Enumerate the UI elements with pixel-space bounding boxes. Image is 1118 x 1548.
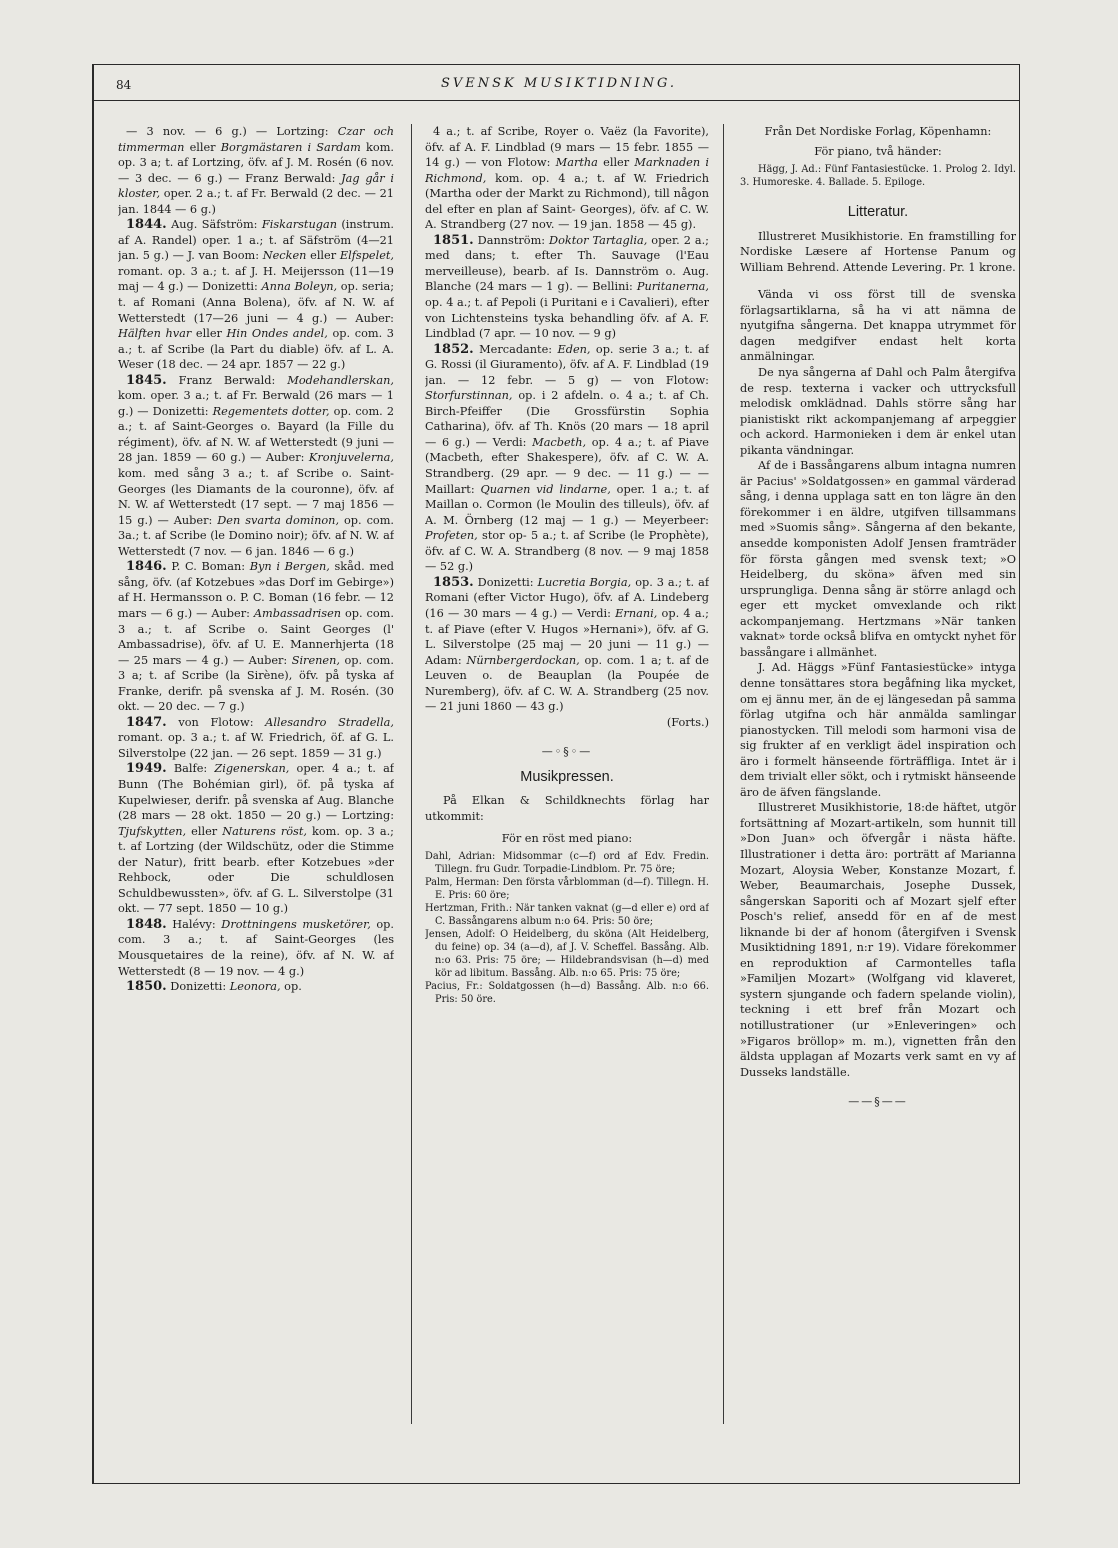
entry-text: Donizetti: [166,980,230,994]
work-title: Regementets dotter, [212,404,330,418]
litteratur-entry: Illustreret Musikhistorie. En framstilling for Nordiske Læsere af Hortense Panum og William Behrend. Attende Levering. Pr. 1 krone. [740,229,1016,274]
work-title: Sirenen, [291,653,340,667]
work-title: Marknaden i Richmond, [425,156,709,185]
musikpressen-subhead: För en röst med piano: [501,831,633,845]
entry-text: 4 a.; t. af Scribe, Royer o. Vaëz (la Favorite), öfv. af A. F. Lindblad (9 mars — 15 febr. 1855 — 14 g.) — von Flotow: [425,125,709,170]
col1-entry [118,917,394,979]
work-title: Profeten, [425,529,478,543]
work-title: Doktor Tartaglia, [549,233,648,247]
entry-text: kom. op. 3 a.; t. af Lortzing (der Wildschütz, oder die Stimme der Natur), fritt bearb. efter Kotzebues »der Rehbock, oder Die schuldlosen Schuldbewussten», öfv. af G. L. Silverstolpe (31 okt. — 77 sept. 1850 — 10 g.) [118,824,394,916]
entry-text: kom. op. 3 a; t. af Lortzing, öfv. af J. M. Rosén (6 nov. — 3 dec. — 6 g.) — Franz Berwald: [118,140,394,185]
entry-text: — 3 nov. — 6 g.) — Lortzing: [126,125,338,138]
entry-text: oper. 2 a.; t. af Fr. Berwald (2 dec. — 21 jan. 1844 — 6 g.) [118,187,394,216]
col2_main-entry [425,342,709,575]
entry-text: eller [306,249,340,263]
entry-text: oper. 1 a.; t. af Maillan o. Cormon (le Moulin des tilleuls), öfv. af A. M. Örnberg (12 maj — 1 g.) — Meyerbeer: [425,482,709,527]
year-label: 1851. [433,232,474,248]
review-paragraph: Af de i Bassångarens album intagna numren är Pacius' »Soldatgossen» en gammal värderad sång, i denna upplaga satt en ton lägre än den förekommer i en äldre, utgifven tillsammans med »Suomis sång». Sångerna af den bekante, ansedde komponisten Adolf Jensen framträder för första gången med svensk text; »O Heidelberg, du sköna» äfven med sin ursprungliga. Denna sång är större anlagd och eger ett mycket omvexlande och rikt ackompanjemang. Hertzmans »När tanken vaknat» torde också blifva en omtyckt nyhet för bassångare i allmänhet. [740,459,1016,659]
entry-text: op. serie 3 a.; t. af G. Rossi (il Giuramento), öfv. af A. F. Lindblad (19 jan. — 12 febr. — 5 g) — von Flotow: [425,342,709,387]
column-3 [740,124,1016,1424]
work-title: Lucretia Borgia, [537,575,632,589]
work-title: Allesandro Stradella, [265,715,394,729]
work-title: Storfurstinnan, [425,389,513,403]
review-paragraph: De nya sångerna af Dahl och Palm återgifva de resp. texterna i vacker och uttrycksfull melodisk omklädnad. Dahls större sång har pianistiskt rikt ackompanjemang af arpeggier och ackord. Harmonieken i dem är enkel utan pikanta vändningar. [740,366,1016,457]
work-title: Modehandlerskan, [287,373,394,387]
entry-text: op. i 2 afdeln. o. 4 a.; t. af Ch. Birch-Pfeiffer (Die Grossfürstin Sophia Catharina), öfv. af Th. Knös (20 mars — 18 april — 6 g.) — Verdi: [425,389,709,449]
review-paragraph: J. Ad. Häggs »Fünf Fantasiestücke» intyga denne tonsättares stora begåfning lika mycket, om ej ännu mer, än de ej längesedan på samma förlag utgifna och här anmälda samlingar pianostycken. Till melodi som harmoni visa de sig frukter af en verkligt ädel inspiration och äro i formelt hänseende förträffliga. Intet är i dem trivialt eller sökt, och i rytmiskt hänseende äro de äfven fängslande. [740,661,1016,799]
entry-text: Aug. Säfström: [166,218,262,232]
year-label: 1949. [126,761,167,777]
header-rule [92,100,1020,101]
entry-text: romant. op. 3 a.; t. af W. Friedrich, öf. af G. L. Silverstolpe (22 jan. — 26 sept. 1859 — 31 g.) [118,731,394,760]
entry-text: op. com. 3 a; t. af Scribe (la Sirène), öfv. på tyska af Franke, derifr. på svenska af J. M. Rosén. (30 okt. — 20 dec. — 7 g.) [118,653,394,714]
publication-item: Jensen, Adolf: O Heidelberg, du sköna (Alt Heidelberg, du feine) op. 34 (a—d), af J. V. Scheffel. Bassång. Alb. n:o 63. Pris: 75 öre; — Hildebrandsvisan (h—d) med kör ad libitum. Bassång. Alb. n:o 65. Pris: 75 öre; [425,929,709,980]
entry-text: (instrum. af A. Randel) oper. 1 a.; t. af Säfström (4—21 jan. 5 g.) — J. van Boom: [118,218,394,263]
work-title: Ernani, [615,606,658,620]
entry-text: Dannström: [473,233,550,247]
year-label: 1848. [126,916,167,932]
work-title: Hälften hvar [118,327,192,341]
review-paragraph: Illustreret Musikhistorie, 18:de häftet, utgör fortsättning af Mozart-artikeln, som hunnit till »Don Juan» och öfvergår i nästa häfte. Illustrationer i detta äro: porträtt af Marianna Mozart, Aloysia Weber, Konstanze Mozart, f. Weber, Beaumarchais, Josephe Dussek, sångerskan Saporiti och af Mozart sjelf efter Posch's relief, ansedd för en af de mest liknande bi der af honom (återgifven i Svensk Musiktidning 1891, n:r 19). Vidare förekommer en reproduktion af Carmontelles tafla »Familjen Mozart» (Wolfgang vid klaveret, systern sjungande och fadern spelande violin), teckning i ett bref från Mozart och notillustrationer (ur »Enleveringen» och »Figaros bröllop» m. m.), vignetten från den äldsta upplagan af Mozarts verk samt en vy af Dusseks landställe. [740,801,1016,1079]
year-label: 1850. [126,979,167,995]
forlag-subtitle: För piano, två händer: [814,144,942,158]
work-title: Puritanerna, [636,280,709,294]
forlag-title: Från Det Nordiske Forlag, Köpenhamn: [764,125,992,138]
entry-text: Franz Berwald: [166,373,288,387]
entry-text: op. com. 3a.; t. af Scribe (le Domino noir); öfv. af N. W. af Wetterstedt (7 nov. — 6 jan. 1846 — 6 g.) [118,513,394,558]
year-label: 1852. [433,341,474,357]
entry-text: op. seria; t. af Romani (Anna Bolena), öfv. af N. W. af Wetterstedt (17—26 juni — 4 g.) — Auber: [118,280,394,325]
work-title: Czar och timmerman [118,125,394,154]
column-divider-2 [723,124,724,1424]
col1-entry [118,715,394,762]
col1-entry [118,559,394,714]
entry-text: op. 4 a.; t. af Piave (efter V. Hugos »Hernani»), öfv. af G. L. Silverstolpe (25 maj — 20 juni — 11 g.) — Adam: [425,606,709,667]
forlag-item: Hägg, J. Ad.: Fünf Fantasiestücke. 1. Prolog 2. Idyl. 3. Humoreske. 4. Ballade. 5. Epiloge. [740,164,1016,189]
entry-text: op. 4 a.; t. af Piave (Macbeth, efter Shakespere), öfv. af C. W. A. Strandberg. (29 apr. — 9 dec. — 11 g.) — — Maillart: [425,435,709,496]
entry-text: op. com. 3 a.; t. af Scribe o. Saint Georges (l' Ambassadrise), öfv. af U. E. Mannerhjerta (18 — 25 mars — 4 g.) — Auber: [118,606,394,667]
entry-text: eller [191,327,227,341]
end-ornament: ——§—— [848,1095,908,1109]
year-label: 1846. [126,559,167,575]
entry-text: eller [184,140,221,154]
work-title: Elfspelet, [339,249,394,263]
work-title: Tjufskytten, [118,824,187,838]
entry-text: op. 4 a.; t. af Pepoli (i Puritani e i Cavalieri), efter von Lichtensteins tyska behandling öfv. af A. F. Lindblad (7 apr. — 10 nov. — 9 g) [425,296,709,341]
running-title: SVENSK MUSIKTIDNING. [440,76,678,91]
publication-item: Dahl, Adrian: Midsommar (c—f) ord af Edv. Fredin. Tillegn. fru Gudr. Torpadie-Lindblom. Pr. 75 öre; [425,851,709,876]
entry-text: op. com. 1 a; t. af de Leuven o. de Beauplan (la Poupée de Nuremberg), öfv. af C. W. A. Strandberg (25 nov. — 21 juni 1860 — 43 g.) [425,653,709,714]
work-title: Byn i Bergen, [249,560,330,574]
entry-text: von Flotow: [166,715,266,729]
work-title: Zigenerskan, [214,762,290,776]
litteratur-heading: Litteratur. [847,204,909,221]
entry-text: op. [280,980,302,994]
entry-text: eller [597,156,635,170]
entry-text: P. C. Boman: [166,560,250,574]
entry-text: oper. 2 a.; med dans; t. efter Th. Sauvage (l'Eau merveilleuse), bearb. af Is. Dannström o. Aug. Blanche (24 mars — 1 g). — Bellini: [425,233,709,294]
year-label: 1844. [126,217,167,233]
entry-text: kom. oper. 3 a.; t. af Fr. Berwald (26 mars — 1 g.) — Donizetti: [118,389,394,418]
entry-text: Balfe: [166,762,215,776]
opera-list-continued [425,124,709,715]
work-title: Drottningens musketörer, [221,917,371,931]
work-title: Anna Boleyn, [261,280,338,294]
work-title: Leonora, [229,980,281,994]
col2_main-entry [425,124,709,233]
column-2 [425,124,709,1424]
work-title: Borgmästaren i Sardam [220,140,361,154]
entry-text: kom. med sång 3 a.; t. af Scribe o. Saint-Georges (les Diamants de la couronne), öfv. af N. W. af Wetterstedt (17 sept. — 7 maj 1856 — 15 g.) — Auber: [118,467,394,527]
col1-entry [118,373,394,560]
work-title: Den svarta dominon, [217,513,340,527]
work-title: Naturens röst, [222,824,307,838]
col1-entry [118,217,394,372]
entry-text: op. com. 3 a.; t. af Saint-Georges (les Mousquetaires de la reine), öfv. af N. W. af Wetterstedt (8 — 19 nov. — 4 g.) [118,917,394,978]
publication-item: Hertzman, Frith.: När tanken vaknat (g—d eller e) ord af C. Bassångarens album n:o 64. Pris: 50 öre; [425,903,709,928]
publication-item: Palm, Herman: Den första vårblomman (d—f). Tillegn. H. E. Pris: 60 öre; [425,877,709,902]
work-title: Fiskarstugan [261,218,337,232]
col1-entry [118,979,394,995]
musikpressen-list [425,850,709,1006]
page-number: 84 [116,78,132,92]
work-title: Macbeth, [532,435,587,449]
entry-text: op. 3 a.; t. af Romani (efter Victor Hugo), öfv. af A. Lindeberg (16 — 30 mars — 4 g.) — Verdi: [425,575,709,620]
work-title: Nürnbergerdockan, [466,653,580,667]
work-title: Hin Ondes andel, [226,327,328,341]
musikpressen-heading: Musikpressen. [520,768,614,785]
work-title: Quarnen vid lindarne, [480,482,611,496]
col2_main-entry [425,575,709,715]
work-title: Martha [555,156,598,170]
entry-text: skåd. med sång, öfv. (af Kotzebues »das Dorf im Gebirge») af H. Hermansson o. P. C. Boman (16 febr. — 12 mars — 6 g.) — Auber: [118,560,394,620]
entry-text: Mercadante: [473,342,558,356]
work-title: Kronjuvelerna, [308,451,394,465]
work-title: Eden, [557,342,591,356]
musikpressen-intro: På Elkan & Schildknechts förlag har utkommit: [425,794,709,823]
entry-text: Donizetti: [473,575,538,589]
year-label: 1853. [433,574,474,590]
entry-text: oper. 4 a.; t. af Bunn (The Bohémian girl), öf. på tyska af Kupelwieser, derifr. på svenska af Aug. Blanche (28 mars — 28 okt. 1850 — 20 g.) — Lortzing: [118,762,394,823]
entry-text: Halévy: [166,917,222,931]
column-1-opera-list [118,124,394,1424]
review-paragraph: Vända vi oss först till de svenska förlagsartiklarna, så ha vi att nämna de nyutgifna sångerna. Det knappa utrymmet för dagen medgifver endast helt korta anmälningar. [740,288,1016,364]
publication-item: Pacius, Fr.: Soldatgossen (h—d) Bassång. Alb. n:o 66. Pris: 50 öre. [425,981,709,1006]
col1-entry [118,761,394,916]
review-paragraphs [740,287,1016,1080]
entry-text: op. com. 3 a.; t. af Scribe (la Part du diable) öfv. af L. A. Weser (18 dec. — 24 apr. 1857 — 22 g.) [118,327,394,372]
col1-entry [118,124,394,217]
column-divider-1 [411,124,412,1424]
continued-note: (Forts.) [666,715,709,729]
year-label: 1845. [126,372,167,388]
section-ornament: —◦§◦— [541,745,593,759]
year-label: 1847. [126,714,167,730]
entry-text: romant. op. 3 a.; t. af J. H. Meijersson (11—19 maj — 4 g.) — Donizetti: [118,264,394,294]
entry-text: stor op- 5 a.; t. af Scribe (le Prophète), öfv. af C. W. A. Strandberg (8 nov. — 9 maj 1858 — 52 g.) [425,529,709,574]
entry-text: kom. op. 4 a.; t. af W. Friedrich (Martha oder der Markt zu Richmond), till någon del efter en plan af Saint- Georges), öfv. af C. W. A. Strandberg (27 nov. — 19 jan. 1858 — 45 g). [425,171,709,232]
entry-text: op. com. 2 a.; t. af Saint-Georges o. Bayard (la Fille du régiment), öfv. af N. W. af Wetterstedt (9 juni — 28 jan. 1859 — 60 g.) — Auber: [118,404,394,465]
work-title: Jag går i kloster, [118,171,394,201]
entry-text: eller [186,824,223,838]
work-title: Ambassadrisen [253,606,342,620]
work-title: Necken [262,249,307,263]
col2_main-entry [425,233,709,342]
